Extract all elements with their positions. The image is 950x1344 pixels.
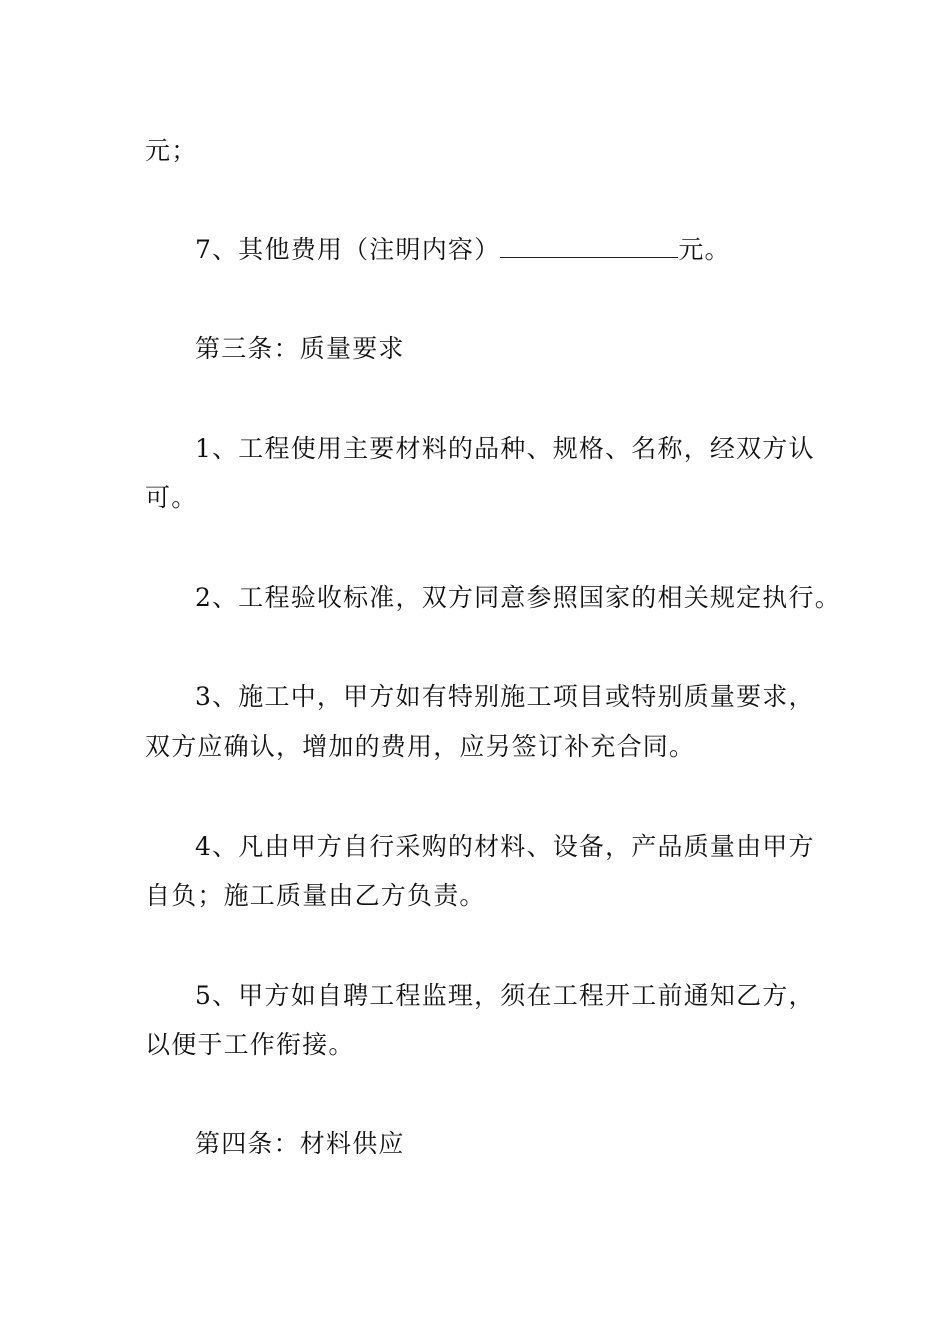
clause-3-line-1: 3、施工中，甲方如有特别施工项目或特别质量要求， — [195, 682, 815, 711]
clause-2-line-1: 2、工程验收标准，双方同意参照国家的相关规定执行。 — [195, 583, 841, 612]
section-heading-materials: 第四条：材料供应 — [195, 1129, 405, 1158]
clause-4-line-2: 自负；施工质量由乙方负责。 — [145, 881, 486, 910]
clause-5-line-1: 5、甲方如自聘工程监理，须在工程开工前通知乙方， — [195, 981, 815, 1010]
section-heading-quality: 第三条：质量要求 — [195, 334, 405, 363]
fill-in-blank[interactable] — [500, 235, 678, 258]
other-fees-unit: 元。 — [678, 235, 731, 264]
other-fees-label: 7、其他费用（注明内容） — [195, 235, 501, 264]
clause-5-line-2: 以便于工作衔接。 — [145, 1030, 355, 1059]
clause-1-line-1: 1、工程使用主要材料的品种、规格、名称，经双方认 — [195, 434, 815, 463]
clause-1-line-2: 可。 — [145, 483, 198, 512]
other-fees-line — [195, 235, 731, 265]
clause-4-line-1: 4、凡由甲方自行采购的材料、设备，产品质量由甲方 — [195, 832, 815, 861]
text-line-yuan: 元； — [145, 136, 198, 165]
clause-3-line-2: 双方应确认，增加的费用，应另签订补充合同。 — [145, 732, 696, 761]
